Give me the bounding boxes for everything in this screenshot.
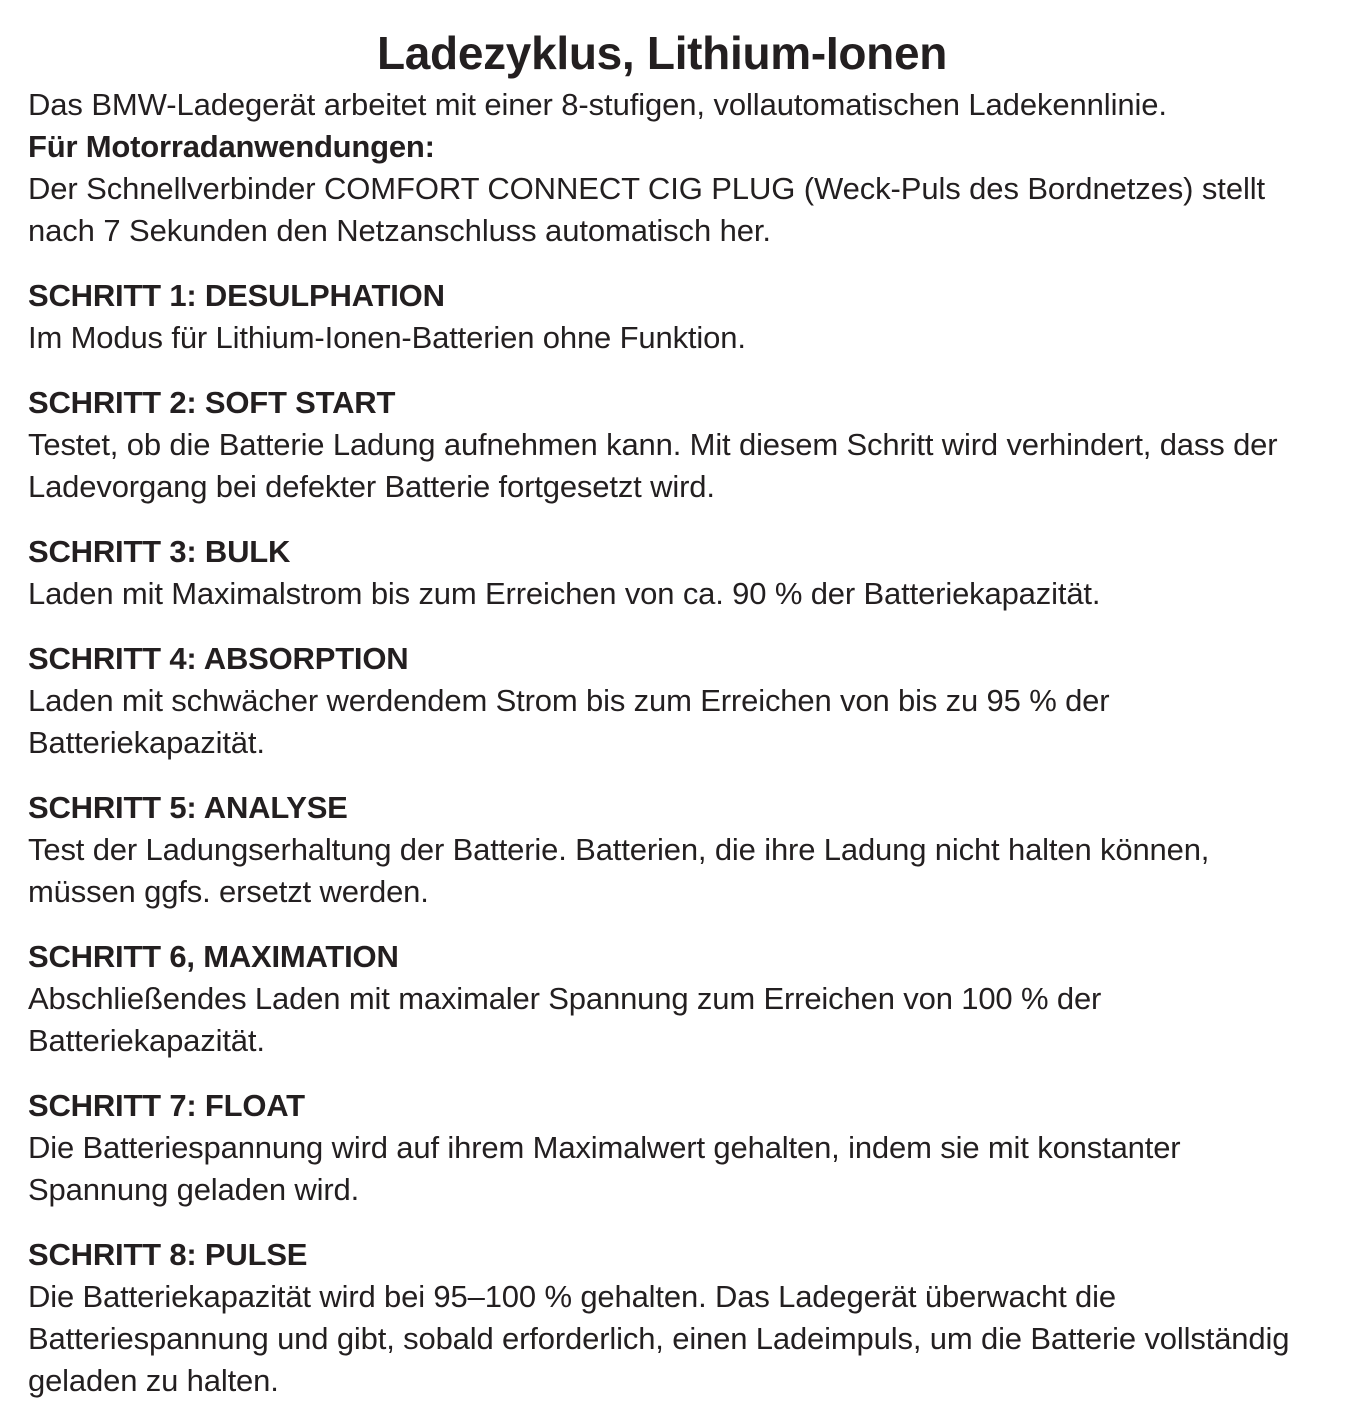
step-body-5: Test der Ladungserhaltung der Batterie. Batterien, die ihre Ladung nicht halten können, müssen ggfs. ersetzt werden. bbox=[28, 832, 1210, 909]
intro-subheading: Für Motorradanwendungen: bbox=[28, 129, 435, 164]
step-heading-6: SCHRITT 6, MAXIMATION bbox=[28, 939, 399, 974]
step-heading-7: SCHRITT 7: FLOAT bbox=[28, 1088, 305, 1123]
step-body-3: Laden mit Maximalstrom bis zum Erreichen von ca. 90 % der Batteriekapazität. bbox=[28, 576, 1101, 611]
step-body-6: Abschließendes Laden mit maximaler Spannung zum Erreichen von 100 % der Batteriekapazität. bbox=[28, 981, 1102, 1058]
step-item-3 bbox=[28, 531, 1320, 615]
step-item-4 bbox=[28, 638, 1320, 764]
step-heading-5: SCHRITT 5: ANALYSE bbox=[28, 790, 348, 825]
step-heading-3: SCHRITT 3: BULK bbox=[28, 534, 291, 569]
step-body-7: Die Batteriespannung wird auf ihrem Maximalwert gehalten, indem sie mit konstanter Spannung geladen wird. bbox=[28, 1130, 1181, 1207]
step-body-2: Testet, ob die Batterie Ladung aufnehmen kann. Mit diesem Schritt wird verhindert, dass der Ladevorgang bei defekter Batterie fortgesetzt wird. bbox=[28, 427, 1278, 504]
document-page bbox=[0, 26, 1372, 1398]
step-body-1: Im Modus für Lithium-Ionen-Batterien ohne Funktion. bbox=[28, 320, 746, 355]
step-item-1 bbox=[28, 275, 1320, 359]
intro-lead-text: Das BMW-Ladegerät arbeitet mit einer 8-stufigen, vollautomatischen Ladekennlinie. bbox=[28, 87, 1167, 122]
step-heading-2: SCHRITT 2: SOFT START bbox=[28, 385, 396, 420]
step-heading-8: SCHRITT 8: PULSE bbox=[28, 1237, 308, 1272]
step-body-4: Laden mit schwächer werdendem Strom bis zum Erreichen von bis zu 95 % der Batteriekapazität. bbox=[28, 683, 1110, 760]
step-item-7 bbox=[28, 1085, 1320, 1211]
step-body-8: Die Batteriekapazität wird bei 95–100 % gehalten. Das Ladegerät überwacht die Batteriespannung und gibt, sobald erforderlich, einen Ladeimpuls, um die Batterie vollständig geladen zu halten. bbox=[28, 1279, 1290, 1398]
step-item-2 bbox=[28, 382, 1320, 508]
step-item-8 bbox=[28, 1234, 1320, 1402]
page-title: Ladezyklus, Lithium-Ionen bbox=[376, 27, 948, 79]
step-heading-4: SCHRITT 4: ABSORPTION bbox=[28, 641, 409, 676]
intro-body-text: Der Schnellverbinder COMFORT CONNECT CIG PLUG (Weck-Puls des Bordnetzes) stellt nach 7 Sekunden den Netzanschluss automatisch her. bbox=[28, 171, 1266, 248]
step-item-5 bbox=[28, 787, 1320, 913]
step-item-6 bbox=[28, 936, 1320, 1062]
step-heading-1: SCHRITT 1: DESULPHATION bbox=[28, 278, 445, 313]
